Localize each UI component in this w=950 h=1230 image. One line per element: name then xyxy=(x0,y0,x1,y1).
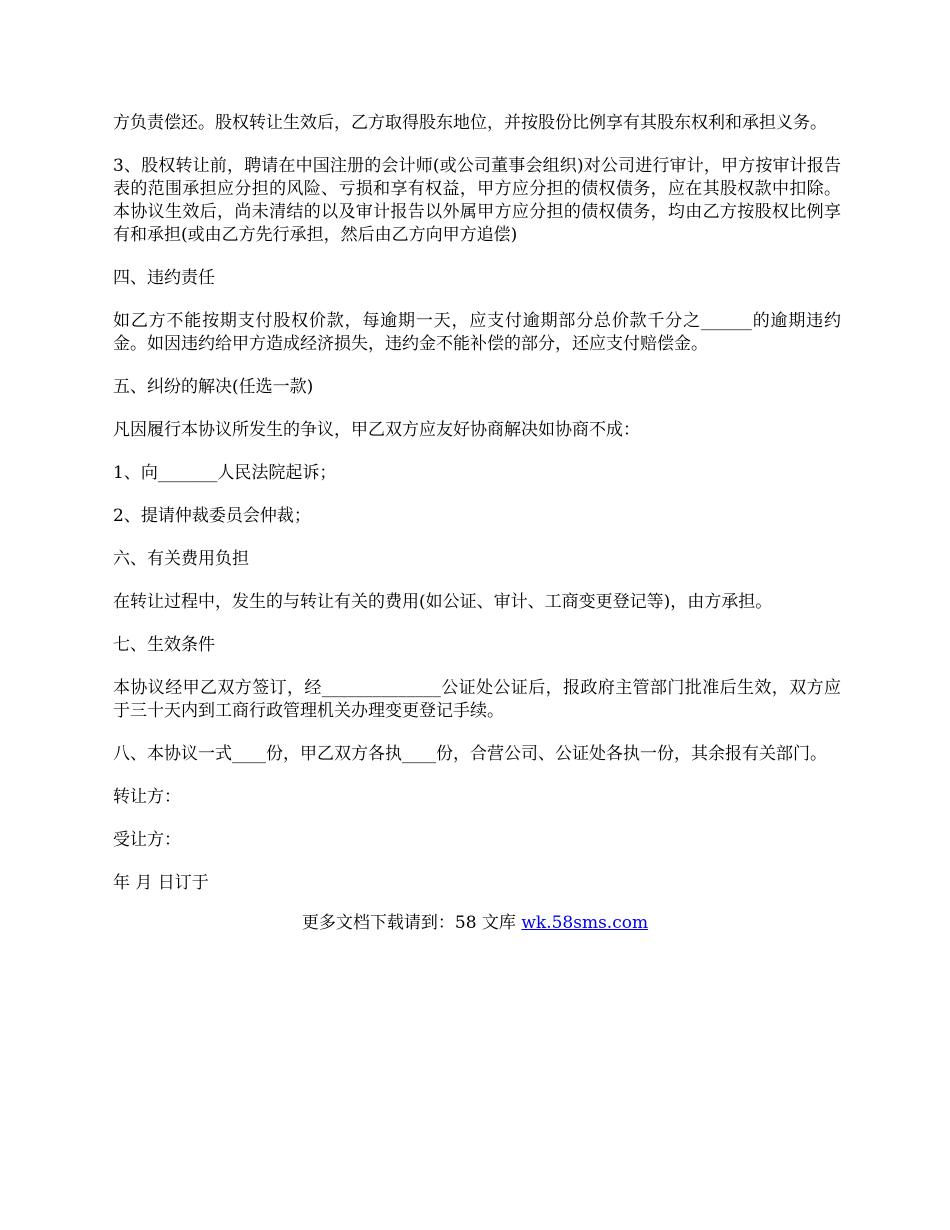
document-body xyxy=(113,112,841,915)
footer-text: 更多文档下载请到：58 文库 xyxy=(301,913,522,933)
label-transferee: 受让方： xyxy=(113,830,181,850)
heading-dispute-resolution: 五、纠纷的解决(任选一款) xyxy=(113,377,314,397)
label-signing-date: 年 月 日订于 xyxy=(113,873,209,893)
paragraph-dispute-intro: 凡因履行本协议所发生的争议，甲乙双方应友好协商解决如协商不成： xyxy=(113,420,640,440)
paragraph-effective-conditions: 本协议经甲乙双方签订，经______________公证处公证后，报政府主管部门批准后生效，双方应于三十天内到工商行政管理机关办理变更登记手续。 xyxy=(113,678,841,721)
heading-effective-conditions: 七、生效条件 xyxy=(113,635,215,655)
paragraph-fees: 在转让过程中，发生的与转让有关的费用(如公证、审计、工商变更登记等)，由方承担。 xyxy=(113,592,773,612)
heading-breach-liability: 四、违约责任 xyxy=(113,268,215,288)
paragraph-audit-clause: 3、股权转让前，聘请在中国注册的会计师(或公司董事会组织)对公司进行审计，甲方按审计报告表的范围承担应分担的风险、亏损和享有权益，甲方应分担的债权债务，应在其股权款中扣除。本协议生效后，尚未清结的以及审计报告以外属甲方应分担的债权债务，均由乙方按股权比例享有和承担(或由乙方先行承担，然后由乙方向甲方追偿) xyxy=(113,156,841,245)
paragraph-option-arbitration: 2、提请仲裁委员会仲裁； xyxy=(113,506,311,526)
paragraph-late-penalty: 如乙方不能按期支付股权价款，每逾期一天，应支付逾期部分总价款千分之______的逾期违约金。如因违约给甲方造成经济损失，违约金不能补偿的部分，还应支付赔偿金。 xyxy=(113,311,841,354)
paragraph-copies: 八、本协议一式____份，甲乙双方各执____份，合营公司、公证处各执一份，其余报有关部门。 xyxy=(113,744,827,764)
paragraph-repayment: 方负责偿还。股权转让生效后，乙方取得股东地位，并按股份比例享有其股东权利和承担义务。 xyxy=(113,113,827,133)
heading-fees: 六、有关费用负担 xyxy=(113,549,249,569)
paragraph-option-court: 1、向_______人民法院起诉； xyxy=(113,463,337,483)
footer-link[interactable]: wk.58sms.com xyxy=(521,913,649,933)
download-footer xyxy=(0,912,950,935)
label-transferor: 转让方： xyxy=(113,787,181,807)
